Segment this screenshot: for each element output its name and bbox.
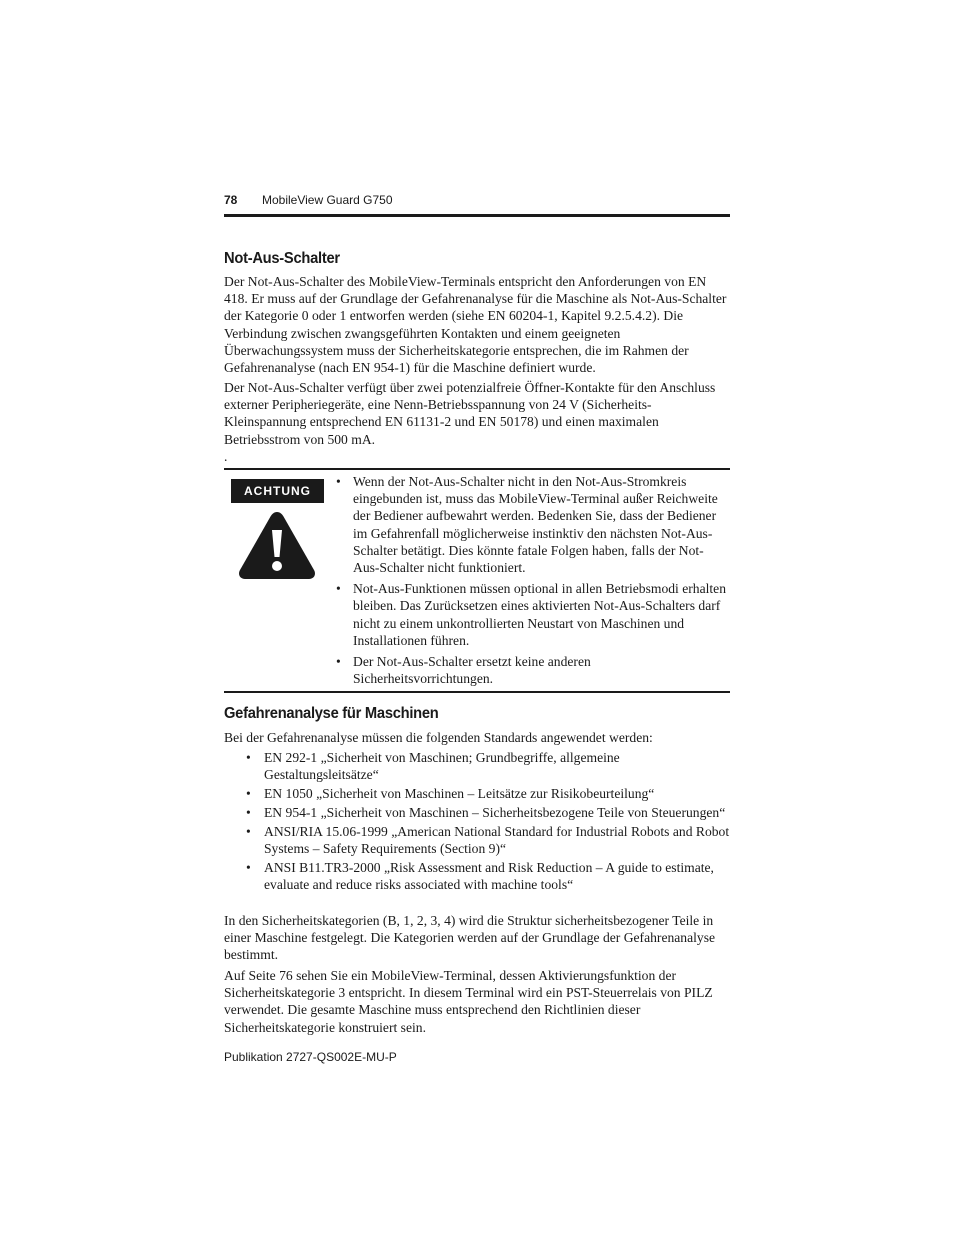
standard-text: ANSI B11.TR3-2000 „Risk Assessment and Risk Reduction – A guide to estimate, evaluate and reduce risks associated with machine tools“ (264, 859, 714, 892)
publication-number: Publikation 2727-QS002E-MU-P (224, 1050, 397, 1064)
bullet: • (246, 786, 251, 801)
paragraph: In den Sicherheitskategorien (B, 1, 2, 3, 4) wird die Struktur sicherheitsbezogener Teile in einer Maschine festgelegt. Die Kategorien werden auf der Grundlage der Gefahrenanalyse bestimmt. (224, 913, 716, 963)
stray-period: . (224, 449, 228, 464)
standard-text: ANSI/RIA 15.06-1999 „American National Standard for Industrial Robots and Robot Systems – Safety Requirements (Section 9)“ (264, 823, 730, 856)
list-item (246, 749, 730, 783)
standards-list (246, 749, 730, 895)
bullet: • (246, 804, 251, 820)
list-item (336, 580, 730, 649)
list-item (246, 804, 730, 821)
warning-text: Der Not-Aus-Schalter ersetzt keine anderen Sicherheitsvorrichtungen. (353, 654, 591, 687)
paragraph: Der Not-Aus-Schalter verfügt über zwei potenzialfreie Öffner-Kontakte für den Anschluss externer Peripheriegeräte, eine Nenn-Betriebsspannung von 24 V (Sicherheits-Kleinspannung entsprechend EN 61131-2 und EN 50178) und einen maximalen Betriebsstrom von 500 mA. (224, 380, 716, 447)
bullet: • (246, 859, 251, 875)
bullet: • (336, 654, 341, 670)
paragraph: Auf Seite 76 sehen Sie ein MobileView-Terminal, dessen Aktivierungsfunktion der Sicherheitskategorie 3 entspricht. In diesem Terminal wird ein PST-Steuerrelais von PILZ verwendet. Die gesamte Maschine muss entsprechend den Richtlinien dieser Sicherheitskategorie konstruiert sein. (224, 968, 713, 1035)
warning-text: Wenn der Not-Aus-Schalter nicht in den Not-Aus-Stromkreis eingebunden ist, muss das MobileView-Terminal außer Reichweite der Bediener aufbewahrt werden. Bedenken Sie, dass der Bediener im Gefahrenfall möglicherweise instinktiv den nächsten Not-Aus-Schalter betätigt. Dies könnte fatale Folgen haben, falls der Not-Aus-Schalter nicht funktioniert. (353, 474, 718, 576)
warning-triangle-icon (237, 509, 317, 581)
page-number: 78 (224, 193, 238, 207)
bullet: • (246, 750, 251, 765)
warning-bottom-rule (224, 691, 730, 693)
page-header (224, 193, 730, 207)
warning-text: Not-Aus-Funktionen müssen optional in allen Betriebsmodi erhalten bleiben. Das Zurücksetzen eines aktivierten Not-Aus-Schalters darf nicht zu einem unkontrollierten Neustart von Maschinen und Installationen führen. (353, 581, 727, 648)
warning-label: ACHTUNG (231, 479, 324, 503)
list-item (246, 785, 730, 802)
standard-text: EN 292-1 „Sicherheit von Maschinen; Grundbegriffe, allgemeine Gestaltungsleitsätze“ (264, 750, 620, 783)
standard-text: EN 954-1 „Sicherheit von Maschinen – Sicherheitsbezogene Teile von Steuerungen“ (264, 804, 726, 820)
section-title-not-aus: Not-Aus-Schalter (224, 250, 340, 267)
list-item (246, 859, 730, 893)
standard-text: EN 1050 „Sicherheit von Maschinen – Leitsätze zur Risikobeurteilung“ (264, 786, 655, 801)
document-title: MobileView Guard G750 (262, 193, 393, 207)
bullet: • (336, 474, 341, 489)
paragraph: Der Not-Aus-Schalter des MobileView-Terminals entspricht den Anforderungen von EN 418. Er muss auf der Grundlage der Gefahrenanalyse für die Maschine als Not-Aus-Schalter der Kategorie 0 oder 1 entworfen werden (siehe EN 60204-1, Kapitel 9.2.5.4.2). Die Verbindung zwischen zwangsgeführten Kontakten und einem geeigneten Überwachungssystem muss der Sicherheitskategorie entsprechen, die im Rahmen der Gefahrenanalyse (nach EN 954-1) für die Maschine definiert wurde. (224, 274, 727, 376)
paragraph: Bei der Gefahrenanalyse müssen die folgenden Standards angewendet werden: (224, 730, 653, 745)
section-title-gefahrenanalyse: Gefahrenanalyse für Maschinen (224, 705, 439, 722)
list-item (336, 473, 730, 576)
warning-list (336, 473, 730, 691)
warning-top-rule (224, 468, 730, 470)
bullet: • (336, 581, 341, 597)
list-item (336, 653, 730, 687)
list-item (246, 823, 730, 857)
bullet: • (246, 823, 251, 839)
header-rule (224, 214, 730, 217)
